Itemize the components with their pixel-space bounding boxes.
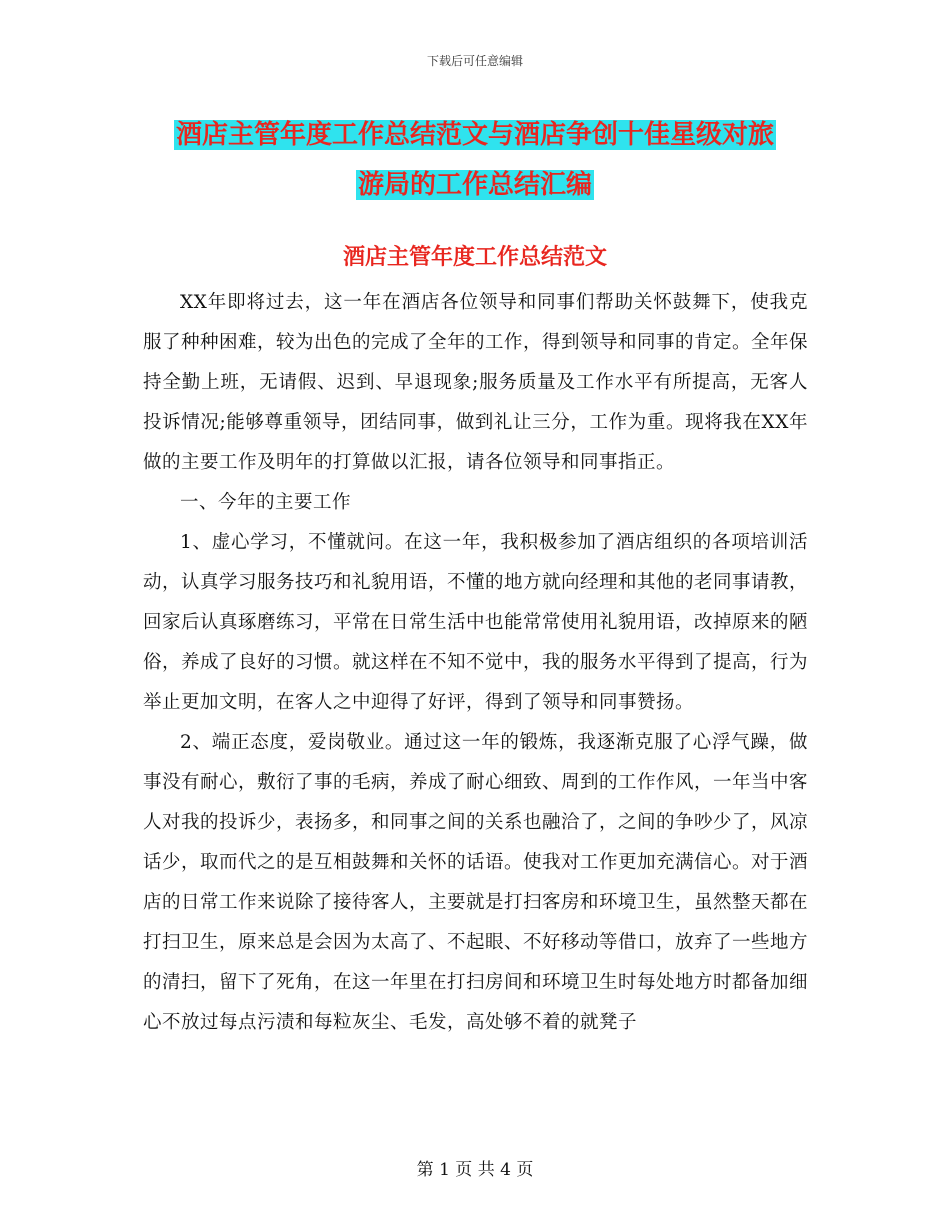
paragraph-item-2: 2、端正态度，爱岗敬业。通过这一年的锻炼，我逐渐克服了心浮气躁，做事没有耐心，敷衍了事的毛病，养成了耐心细致、周到的工作作风，一年当中客人对我的投诉少，表扬多，和同事之间的关系也融洽了，之间的争吵少了，风凉话少，取而代之的是互相鼓舞和关怀的话语。使我对工作更加充满信心。对于酒店的日常工作来说除了接待客人，主要就是打扫客房和环境卫生，虽然整天都在打扫卫生，原来总是会因为太高了、不起眼、不好移动等借口，放弃了一些地方的清扫，留下了死角，在这一年里在打扫房间和环境卫生时每处地方时都备加细心不放过每点污渍和每粒灰尘、毛发，高处够不着的就凳子 [143, 732, 809, 1033]
paragraph-heading-main-work: 一、今年的主要工作 [180, 492, 352, 513]
page-footer: 第 1 页 共 4 页 [416, 1160, 534, 1180]
paragraph-item-1: 1、虚心学习，不懂就问。在这一年，我积极参加了酒店组织的各项培训活动，认真学习服务技巧和礼貌用语，不懂的地方就向经理和其他的老同事请教，回家后认真琢磨练习，平常在日常生活中也能常常使用礼貌用语，改掉原来的陋俗，养成了良好的习惯。就这样在不知不觉中，我的服务水平得到了提高，行为举止更加文明，在客人之中迎得了好评，得到了领导和同事赞扬。 [143, 532, 809, 713]
title-line-1: 酒店主管年度工作总结范文与酒店争创十佳星级对旅 [175, 120, 774, 150]
document-body [143, 283, 808, 1043]
title-line-2: 游局的工作总结汇编 [357, 170, 592, 200]
paragraph-intro: XX年即将过去，这一年在酒店各位领导和同事们帮助关怀鼓舞下，使我克服了种种困难，较为出色的完成了全年的工作，得到领导和同事的肯定。全年保持全勤上班，无请假、迟到、早退现象;服务质量及工作水平有所提高，无客人投诉情况;能够尊重领导，团结同事，做到礼让三分，工作为重。现将我在XX年做的主要工作及明年的打算做以汇报，请各位领导和同事指正。 [143, 292, 809, 473]
page-header-note: 下载后可任意编辑 [426, 54, 523, 68]
section-title: 酒店主管年度工作总结范文 [342, 244, 607, 270]
document-title [0, 110, 950, 210]
